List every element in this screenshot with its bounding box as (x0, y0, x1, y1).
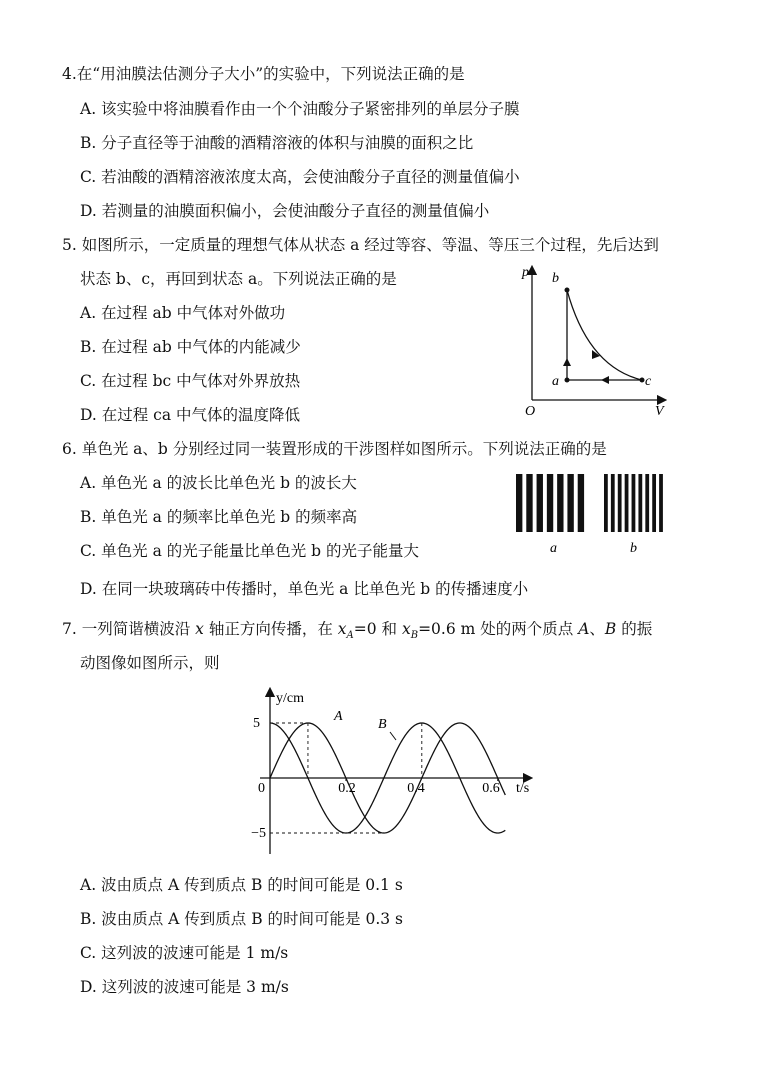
label-p: p (522, 265, 529, 280)
label-b: b (552, 271, 559, 286)
q6-stem: 6. 单色光 a、b 分别经过同一装置形成的干涉图样如图所示。下列说法正确的是 (62, 440, 607, 458)
series-label-a: A (334, 709, 343, 724)
point-c-dot (640, 378, 645, 383)
vibration-graph (230, 684, 540, 864)
fringe-a-1 (526, 474, 532, 532)
label-a: a (552, 374, 559, 389)
fringe-a-6 (578, 474, 584, 532)
q5-option-a: A. 在过程 ab 中气体对外做功 (80, 304, 286, 322)
q5-stem-line2: 状态 b、c，再回到状态 a。下列说法正确的是 (80, 270, 397, 288)
point-b-dot (565, 288, 570, 293)
ytick-neg5: −5 (251, 826, 266, 841)
q5-option-b: B. 在过程 ab 中气体的内能减少 (80, 338, 301, 356)
fringe-b-3 (625, 474, 629, 532)
fringe-a-5 (567, 474, 573, 532)
q7-option-a: A. 波由质点 A 传到质点 B 的时间可能是 0.1 s (80, 876, 403, 894)
q5-option-c: C. 在过程 bc 中气体对外界放热 (80, 372, 301, 390)
xlabel: t/s (516, 781, 530, 796)
arrow-ca (601, 376, 609, 384)
xtick-0.6: 0.6 (482, 781, 500, 796)
q6-option-d: D. 在同一块玻璃砖中传播时，单色光 a 比单色光 b 的传播速度小 (80, 580, 529, 598)
fringe-label-a: a (550, 541, 557, 556)
q5-stem-line1: 5. 如图所示，一定质量的理想气体从状态 a 经过等容、等温、等压三个过程，先后达到 (62, 236, 659, 254)
fringe-b-2 (618, 474, 622, 532)
fringes-b (604, 474, 663, 532)
fringe-a-4 (557, 474, 563, 532)
fringe-b-6 (645, 474, 649, 532)
fringe-b-0 (604, 474, 608, 532)
q4-stem: 4.在“用油膜法估测分子大小”的实验中，下列说法正确的是 (62, 65, 465, 83)
arrow-ab (563, 358, 571, 366)
fringe-a-3 (547, 474, 553, 532)
fringe-b-7 (652, 474, 656, 532)
fringe-b-5 (638, 474, 642, 532)
fringe-b-1 (611, 474, 615, 532)
q6-option-b: B. 单色光 a 的频率比单色光 b 的频率高 (80, 508, 358, 526)
series-b-pointer (390, 732, 396, 740)
process-bc (567, 290, 642, 380)
origin-label: 0 (258, 781, 265, 796)
q7-stem-line1: 7. 一列简谐横波沿 x 轴正方向传播，在 $x_A=0$ 和 $x_B=0.6$ m 处的两个质点 A、B 的振 (62, 620, 653, 642)
fringe-b-8 (659, 474, 663, 532)
q6-option-c: C. 单色光 a 的光子能量比单色光 b 的光子能量大 (80, 542, 420, 560)
q7-option-c: C. 这列波的波速可能是 1 m/s (80, 944, 289, 962)
q4-option-b: B. 分子直径等于油酸的酒精溶液的体积与油膜的面积之比 (80, 134, 474, 152)
label-c: c (645, 374, 652, 389)
fringe-b-4 (632, 474, 636, 532)
xtick-0.2: 0.2 (338, 781, 356, 796)
label-o: O (525, 404, 536, 419)
q5-option-d: D. 在过程 ca 中气体的温度降低 (80, 406, 301, 424)
fringe-label-b: b (630, 541, 637, 556)
pv-diagram (510, 262, 670, 422)
q7-option-b: B. 波由质点 A 传到质点 B 的时间可能是 0.3 s (80, 910, 403, 928)
ytick-5: 5 (253, 716, 260, 731)
q4-option-c: C. 若油酸的酒精溶液浓度太高，会使油酸分子直径的测量值偏小 (80, 168, 520, 186)
fringe-a-0 (516, 474, 522, 532)
q6-option-a: A. 单色光 a 的波长比单色光 b 的波长大 (80, 474, 357, 492)
q7-option-d: D. 这列波的波速可能是 3 m/s (80, 978, 289, 996)
label-v: V (655, 404, 664, 419)
fringe-a-2 (537, 474, 543, 532)
xtick-0.4: 0.4 (407, 781, 425, 796)
q7-stem-line2: 动图像如图所示，则 (80, 654, 220, 672)
ylabel: y/cm (276, 691, 304, 706)
q4-option-d: D. 若测量的油膜面积偏小，会使油酸分子直径的测量值偏小 (80, 202, 490, 220)
fringes-a (516, 474, 584, 532)
series-label-b: B (378, 717, 387, 732)
point-a-dot (565, 378, 570, 383)
interference-patterns (510, 468, 680, 560)
q4-option-a: A. 该实验中将油膜看作由一个个油酸分子紧密排列的单层分子膜 (80, 100, 520, 118)
